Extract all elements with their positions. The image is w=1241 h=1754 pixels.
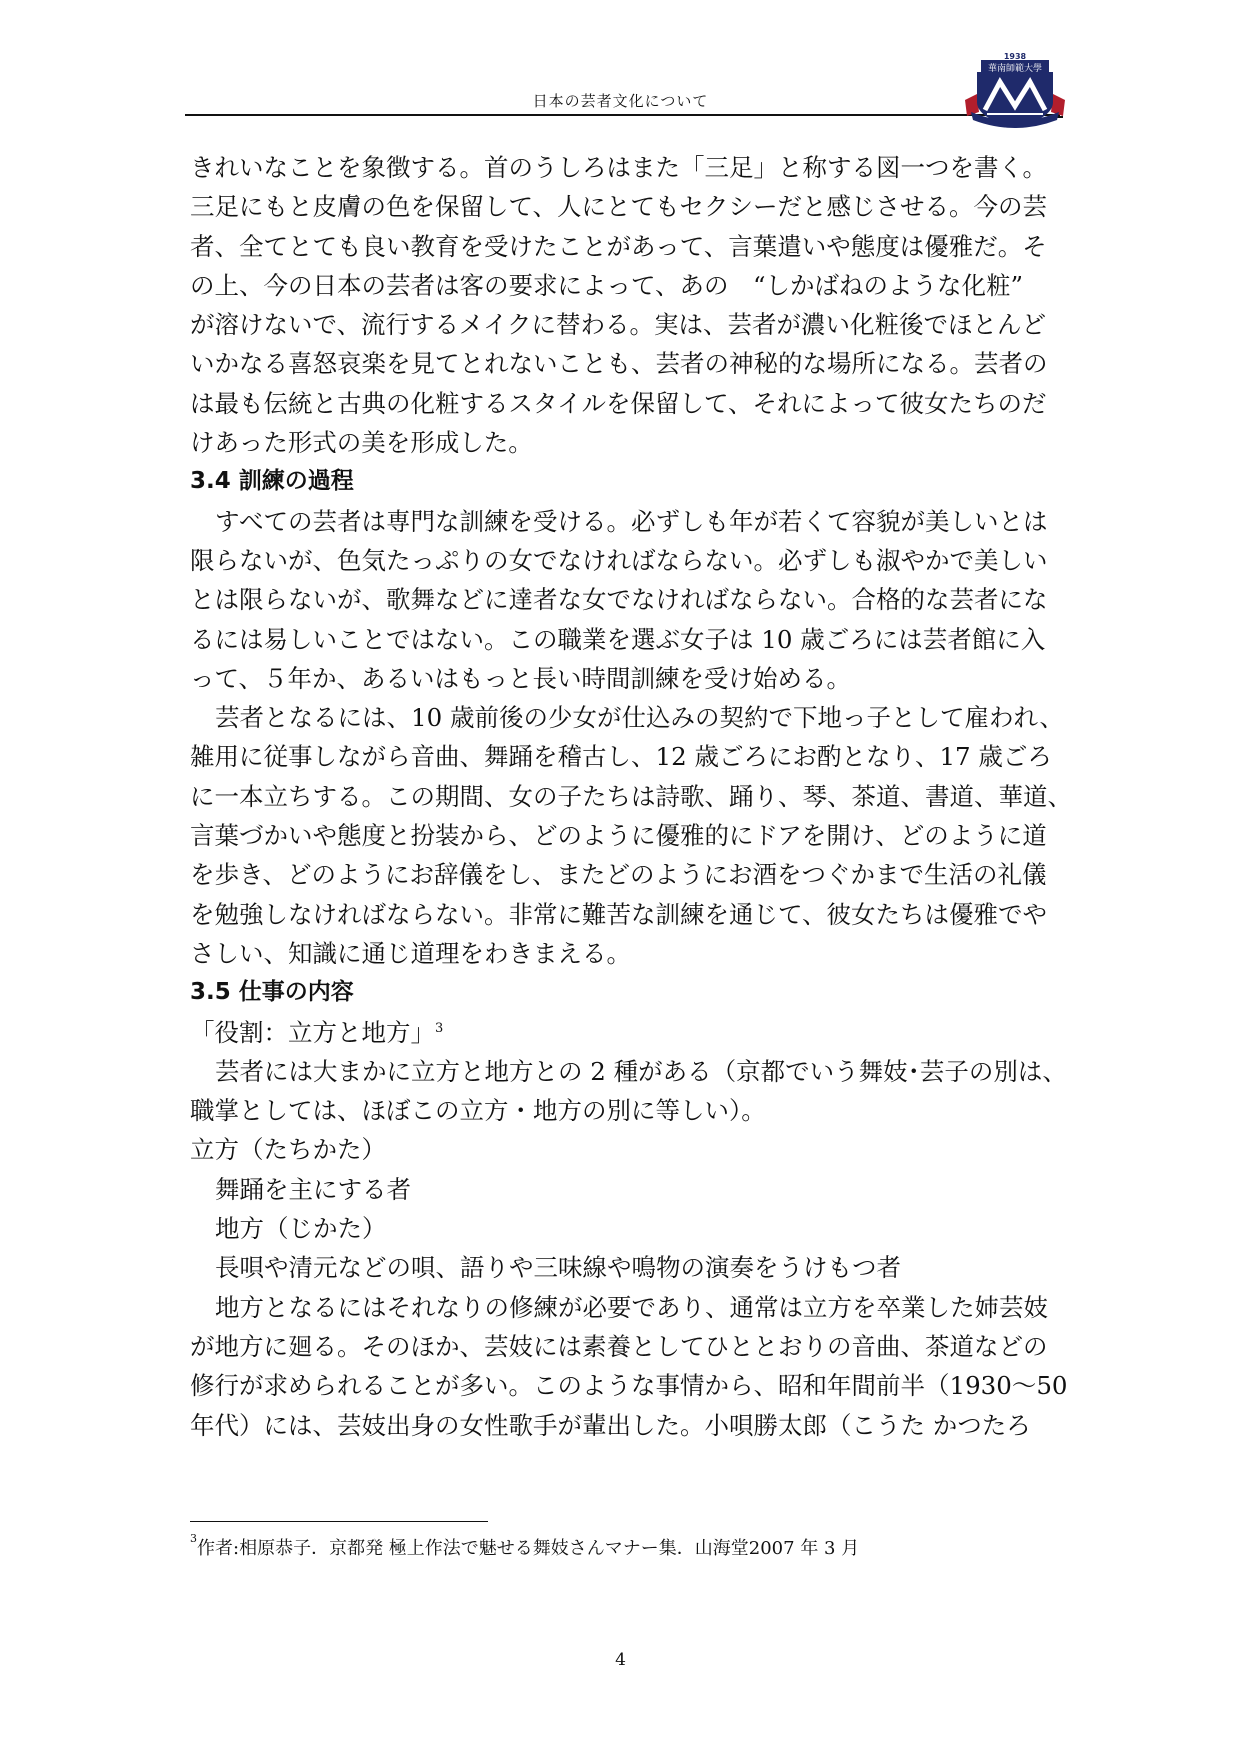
paragraph-line: るには易しいことではない。この職業を選ぶ女子は 10 歳ごろには芸者館に入 [190,624,1046,654]
definition-line: 長唄や清元などの唄、語りや三味線や鳴物の演奏をうけもつ者 [215,1253,901,1283]
paragraph-line: けあった形式の美を形成した。 [190,428,533,458]
footnote-text: 作者:相原恭子．京都発 極上作法で魅せる舞妓さんマナー集．山海堂2007 年 3 月 [197,1538,860,1559]
role-subheading: 「役割：立方と地方」 [190,1017,435,1047]
paragraph-line: いかなる喜怒哀楽を見てとれないことも、芸者の神秘的な場所になる。芸者の [190,349,1048,379]
paragraph-line: とは限らないが、歌舞などに達者な女でなければならない。合格的な芸者にな [190,585,1048,615]
paragraph-line: は最も伝統と古典の化粧するスタイルを保留して、それによって彼女たちのだ [190,388,1047,418]
definition-line: 舞踊を主にする者 [215,1174,411,1204]
footnote [190,1534,859,1560]
paragraph-line: すべての芸者は専門な訓練を受ける。必ずしも年が若くて容貌が美しいとは [215,506,1048,536]
paragraph-line: 職掌としては、ほぼこの立方・地方の別に等しい）。 [190,1096,766,1126]
paragraph-line: 年代）には、芸妓出身の女性歌手が輩出した。小唄勝太郎（こうた かつたろ [190,1410,1031,1440]
paragraph-line: きれいなことを象徴する。首のうしろはまた「三足」と称する図一つを書く。 [190,153,1048,182]
paragraph-line: が地方に廻る。そのほか、芸妓には素養としてひととおりの音曲、茶道などの [190,1331,1048,1361]
footnote-marker: 3 [190,1532,197,1545]
paragraph-line: 地方となるにはそれなりの修練が必要であり、通常は立方を卒業した姉芸妓 [215,1292,1048,1322]
paragraph-line: 雑用に従事しながら音曲、舞踊を稽古し、12 歳ごろにお酌となり、17 歳ごろ [190,742,1052,772]
crest-year: 1938 [1003,52,1027,61]
footnote-rule [190,1521,488,1522]
paragraph-line: さしい、知識に通じ道理をわきまえる。 [190,938,631,968]
university-crest-logo [965,50,1065,132]
page-number: 4 [615,1650,626,1670]
paragraph-line: 者、全てとても良い教育を受けたことがあって、言葉遣いや態度は優雅だ。そ [190,231,1047,261]
paragraph-line: 言葉づかいや態度と扮装から、どのように優雅的にドアを開け、どのように道 [190,821,1047,851]
term-jikata: 地方（じかた） [215,1214,387,1244]
header-rule [185,114,1060,116]
paragraph-line: 芸者となるには、10 歳前後の少女が仕込みの契約で下地っ子として雇われ、 [215,703,1064,733]
paragraph-line: 限らないが、色気たっぷりの女でなければならない。必ずしも淑やかで美しい [190,545,1048,575]
paragraph-line: の上、今の日本の芸者は客の要求によって、あの “しかばねのような化粧” [190,270,1024,300]
term-tachikata: 立方（たちかた） [190,1135,386,1165]
footnote-reference: 3 [435,1020,444,1036]
running-header-title: 日本の芸者文化について [532,92,709,110]
svg-text:華南師範大學: 華南師範大學 [987,64,1043,74]
paragraph-line: って、５年か、あるいはもっと長い時間訓練を受け始める。 [190,663,852,693]
paragraph-line: を勉強しなければならない。非常に難苦な訓練を通じて、彼女たちは優雅でや [190,899,1048,929]
body-text [190,148,1070,1445]
paragraph-line: に一本立ちする。この期間、女の子たちは詩歌、踊り、琴、茶道、書道、華道、 [190,781,1072,811]
subheading-line [190,1013,1070,1052]
paragraph-line: が溶けないで、流行するメイクに替わる。実は、芸者が濃い化粧後でほとんど [190,310,1047,340]
section-heading-3-5: 3.5 仕事の内容 [190,979,354,1006]
section-heading-3-4: 3.4 訓練の過程 [190,468,354,495]
paragraph-line: を歩き、どのようにお辞儀をし、またどのようにお酒をつぐかまで生活の礼儀 [190,860,1047,890]
paragraph-line: 三足にもと皮膚の色を保留して、人にとてもセクシーだと感じさせる。今の芸 [190,192,1048,222]
paragraph-line: 芸者には大まかに立方と地方との 2 種がある（京都でいう舞妓･芸子の別は、 [215,1056,1067,1086]
paragraph-line: 修行が求められることが多い。このような事情から、昭和年間前半（1930～50 [190,1371,1068,1401]
